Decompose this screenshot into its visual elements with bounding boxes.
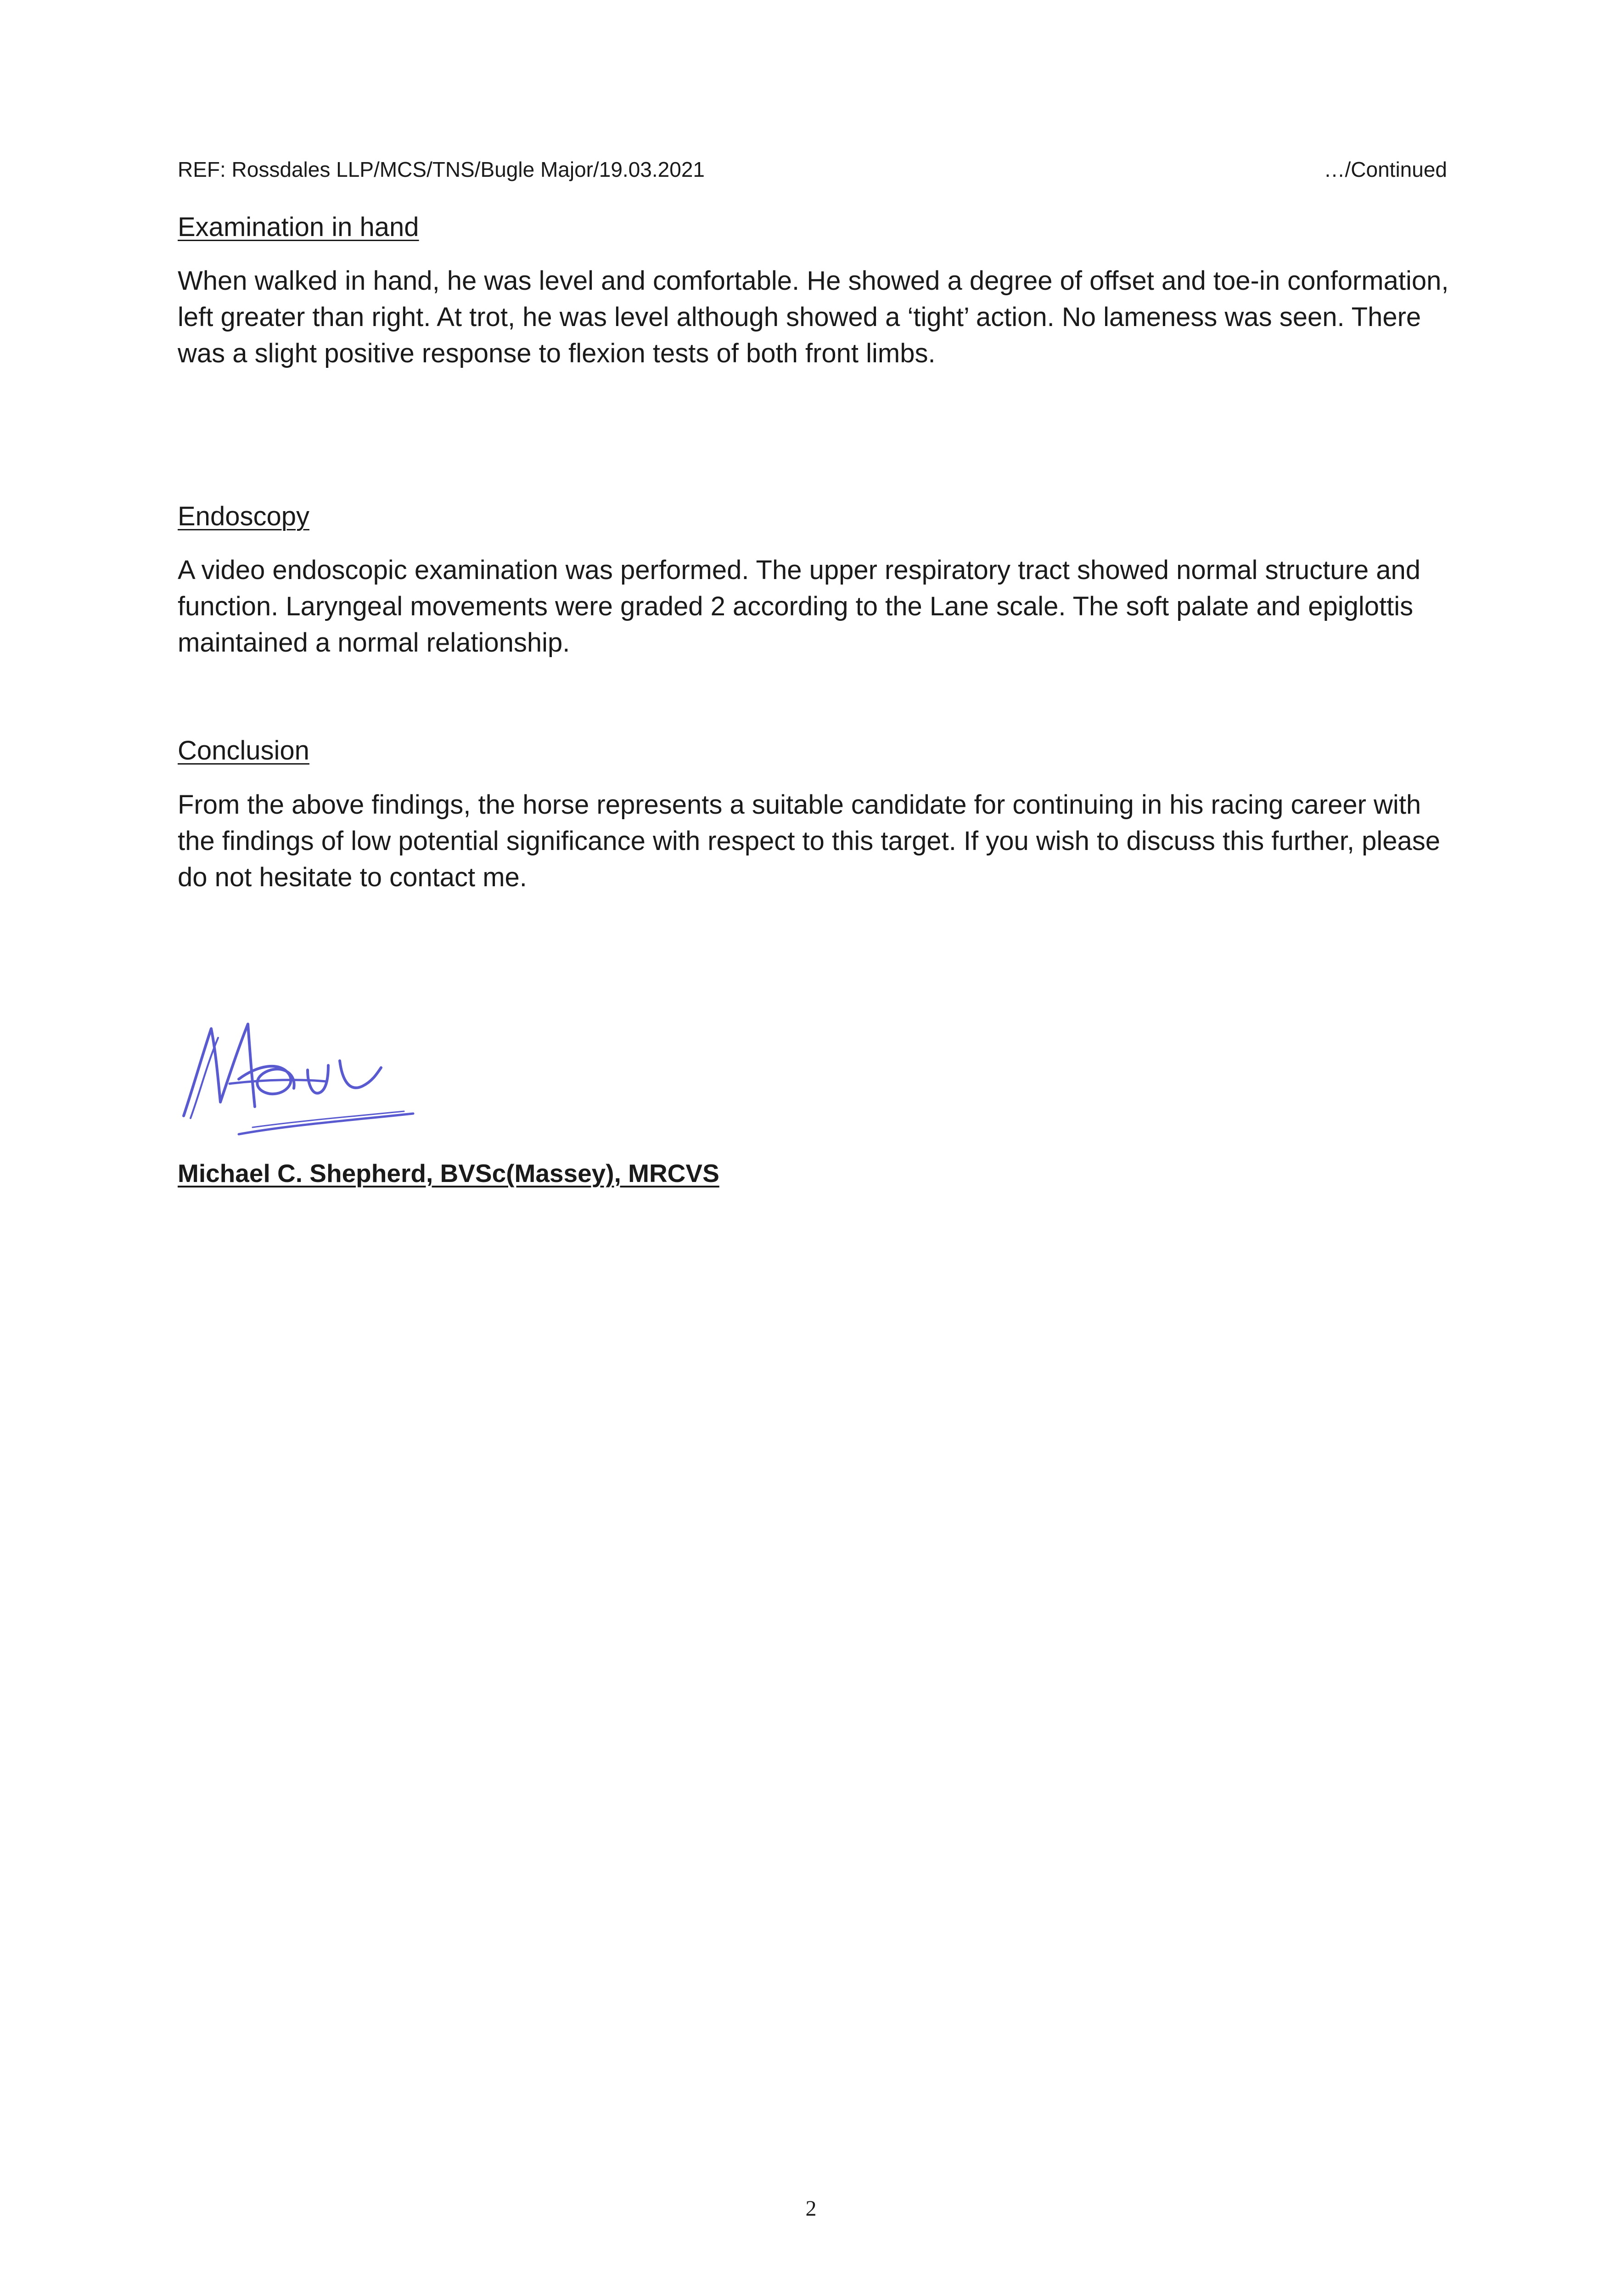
- heading-conclusion: Conclusion: [178, 736, 309, 765]
- continued-marker: …/Continued: [1324, 158, 1447, 181]
- reference-text: REF: Rossdales LLP/MCS/TNS/Bugle Major/19.03.2021: [178, 158, 705, 181]
- paragraph-endoscopy: A video endoscopic examination was performed. The upper respiratory tract showed normal structure and function. Laryngeal movements were graded 2 according to the Lane scale. The soft palate and epiglottis maintained a normal relationship.: [178, 555, 1420, 658]
- handwritten-signature: [174, 1010, 432, 1143]
- page-number: 2: [805, 2196, 817, 2221]
- reference-header: [178, 156, 1447, 183]
- paragraph-conclusion: From the above findings, the horse represents a suitable candidate for continuing in his racing career with the findings of low potential significance with respect to this target. If you wish to discuss this further, please do not hesitate to contact me.: [178, 790, 1440, 892]
- paragraph-examination-in-hand: When walked in hand, he was level and comfortable. He showed a degree of offset and toe-in conformation, left greater than right. At trot, he was level although showed a ‘tight’ action. No lameness was seen. There was a slight positive response to flexion tests of both front limbs.: [178, 266, 1449, 368]
- heading-examination-in-hand: Examination in hand: [178, 212, 419, 242]
- heading-endoscopy: Endoscopy: [178, 501, 309, 531]
- signatory-name: Michael C. Shepherd, BVSc(Massey), MRCVS: [178, 1159, 719, 1187]
